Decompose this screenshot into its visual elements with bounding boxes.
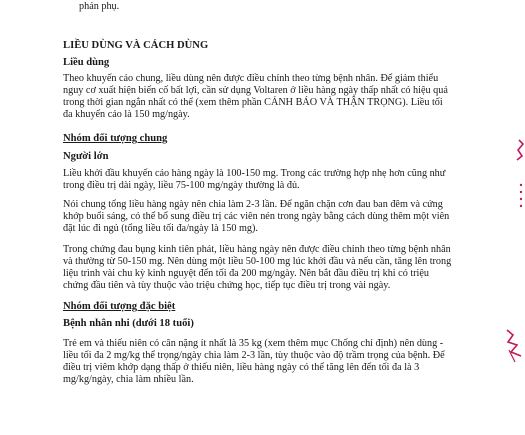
pediatric-line-3: điều trị viêm khớp dạng thấp ở thiếu niên, liều hàng ngày có thể tăng lên đến tối đa là 3 <box>63 362 420 373</box>
adults-para3-line-2: và thường từ 50-150 mg. Nên dùng một liều 50-100 mg lúc khởi đầu và nếu cần, tăng lên trong <box>63 256 452 267</box>
stamp-mark-icon <box>505 130 525 370</box>
adults-subheading: Người lớn <box>63 151 109 162</box>
previous-page-fragment: phản phụ. <box>79 1 120 12</box>
adults-para3-line-1: Trong chứng đau bụng kinh tiên phát, liều hàng ngày nên được điều chỉnh theo từng bệnh nhân <box>63 244 451 255</box>
pediatric-line-4: mg/kg/ngày, chia làm nhiều lần. <box>63 374 194 385</box>
adults-para3-line-3: liệu trình vài chu kỳ kinh nguyệt đến tối đa 200 mg/ngày. Nên bắt đầu điều trị khi có triệu <box>63 268 430 279</box>
dosage-line-4: đa khuyến cáo là 150 mg/ngày. <box>63 109 190 120</box>
special-group-heading: Nhóm đối tượng đặc biệt <box>63 301 176 312</box>
pediatric-subheading: Bệnh nhân nhi (dưới 18 tuổi) <box>63 318 194 329</box>
pediatric-line-1: Trẻ em và thiếu niên có cân nặng ít nhất là 35 kg (xem thêm mục Chống chỉ định) nên dùng - <box>63 338 444 349</box>
pediatric-line-2: liều tối đa 2 mg/kg thể trọng/ngày chia làm 2-3 lần, tùy thuộc vào độ trầm trọng của bệnh. Để <box>63 350 445 361</box>
adults-para1-line-1: Liều khởi đầu khuyến cáo hàng ngày là 100-150 mg. Trong các trường hợp nhẹ hơn cũng như <box>63 168 446 179</box>
dosage-line-1: Theo khuyến cáo chung, liều dùng nên được điều chỉnh theo từng bệnh nhân. Để giảm thiểu <box>63 73 439 84</box>
adults-para2-line-3: đặt lúc đi ngủ (tổng liều tối đa/ngày là 150 mg). <box>63 223 258 234</box>
adults-para1-line-2: trong điều trị dài ngày, liều 75-100 mg/ngày thường là đủ. <box>63 180 300 191</box>
adults-para3-line-4: chứng đầu tiên và tùy thuộc vào triệu chứng học, tiếp tục điều trị trong vài ngày. <box>63 280 391 291</box>
section-title: LIỀU DÙNG VÀ CÁCH DÙNG <box>63 40 209 51</box>
dosage-line-3: trong thời gian ngắn nhất có thể (xem thêm phần CẢNH BÁO VÀ THẬN TRỌNG). Liều tối <box>63 97 443 108</box>
dosage-line-2: nguy cơ xuất hiện biến cố bất lợi, cần sử dụng Voltaren ở liều hàng ngày thấp nhất có hiệu quả <box>63 85 448 96</box>
adults-para2-line-1: Nói chung tổng liều hàng ngày nên chia làm 2-3 lần. Để ngăn chặn cơn đau ban đêm và cứng <box>63 199 443 210</box>
adults-para2-line-2: khớp buổi sáng, có thể bổ sung điều trị các viên nén trong ngày bằng cách dùng thêm một viên <box>63 211 450 222</box>
dosage-heading: Liều dùng <box>63 57 110 68</box>
general-group-heading: Nhóm đối tượng chung <box>63 133 168 144</box>
